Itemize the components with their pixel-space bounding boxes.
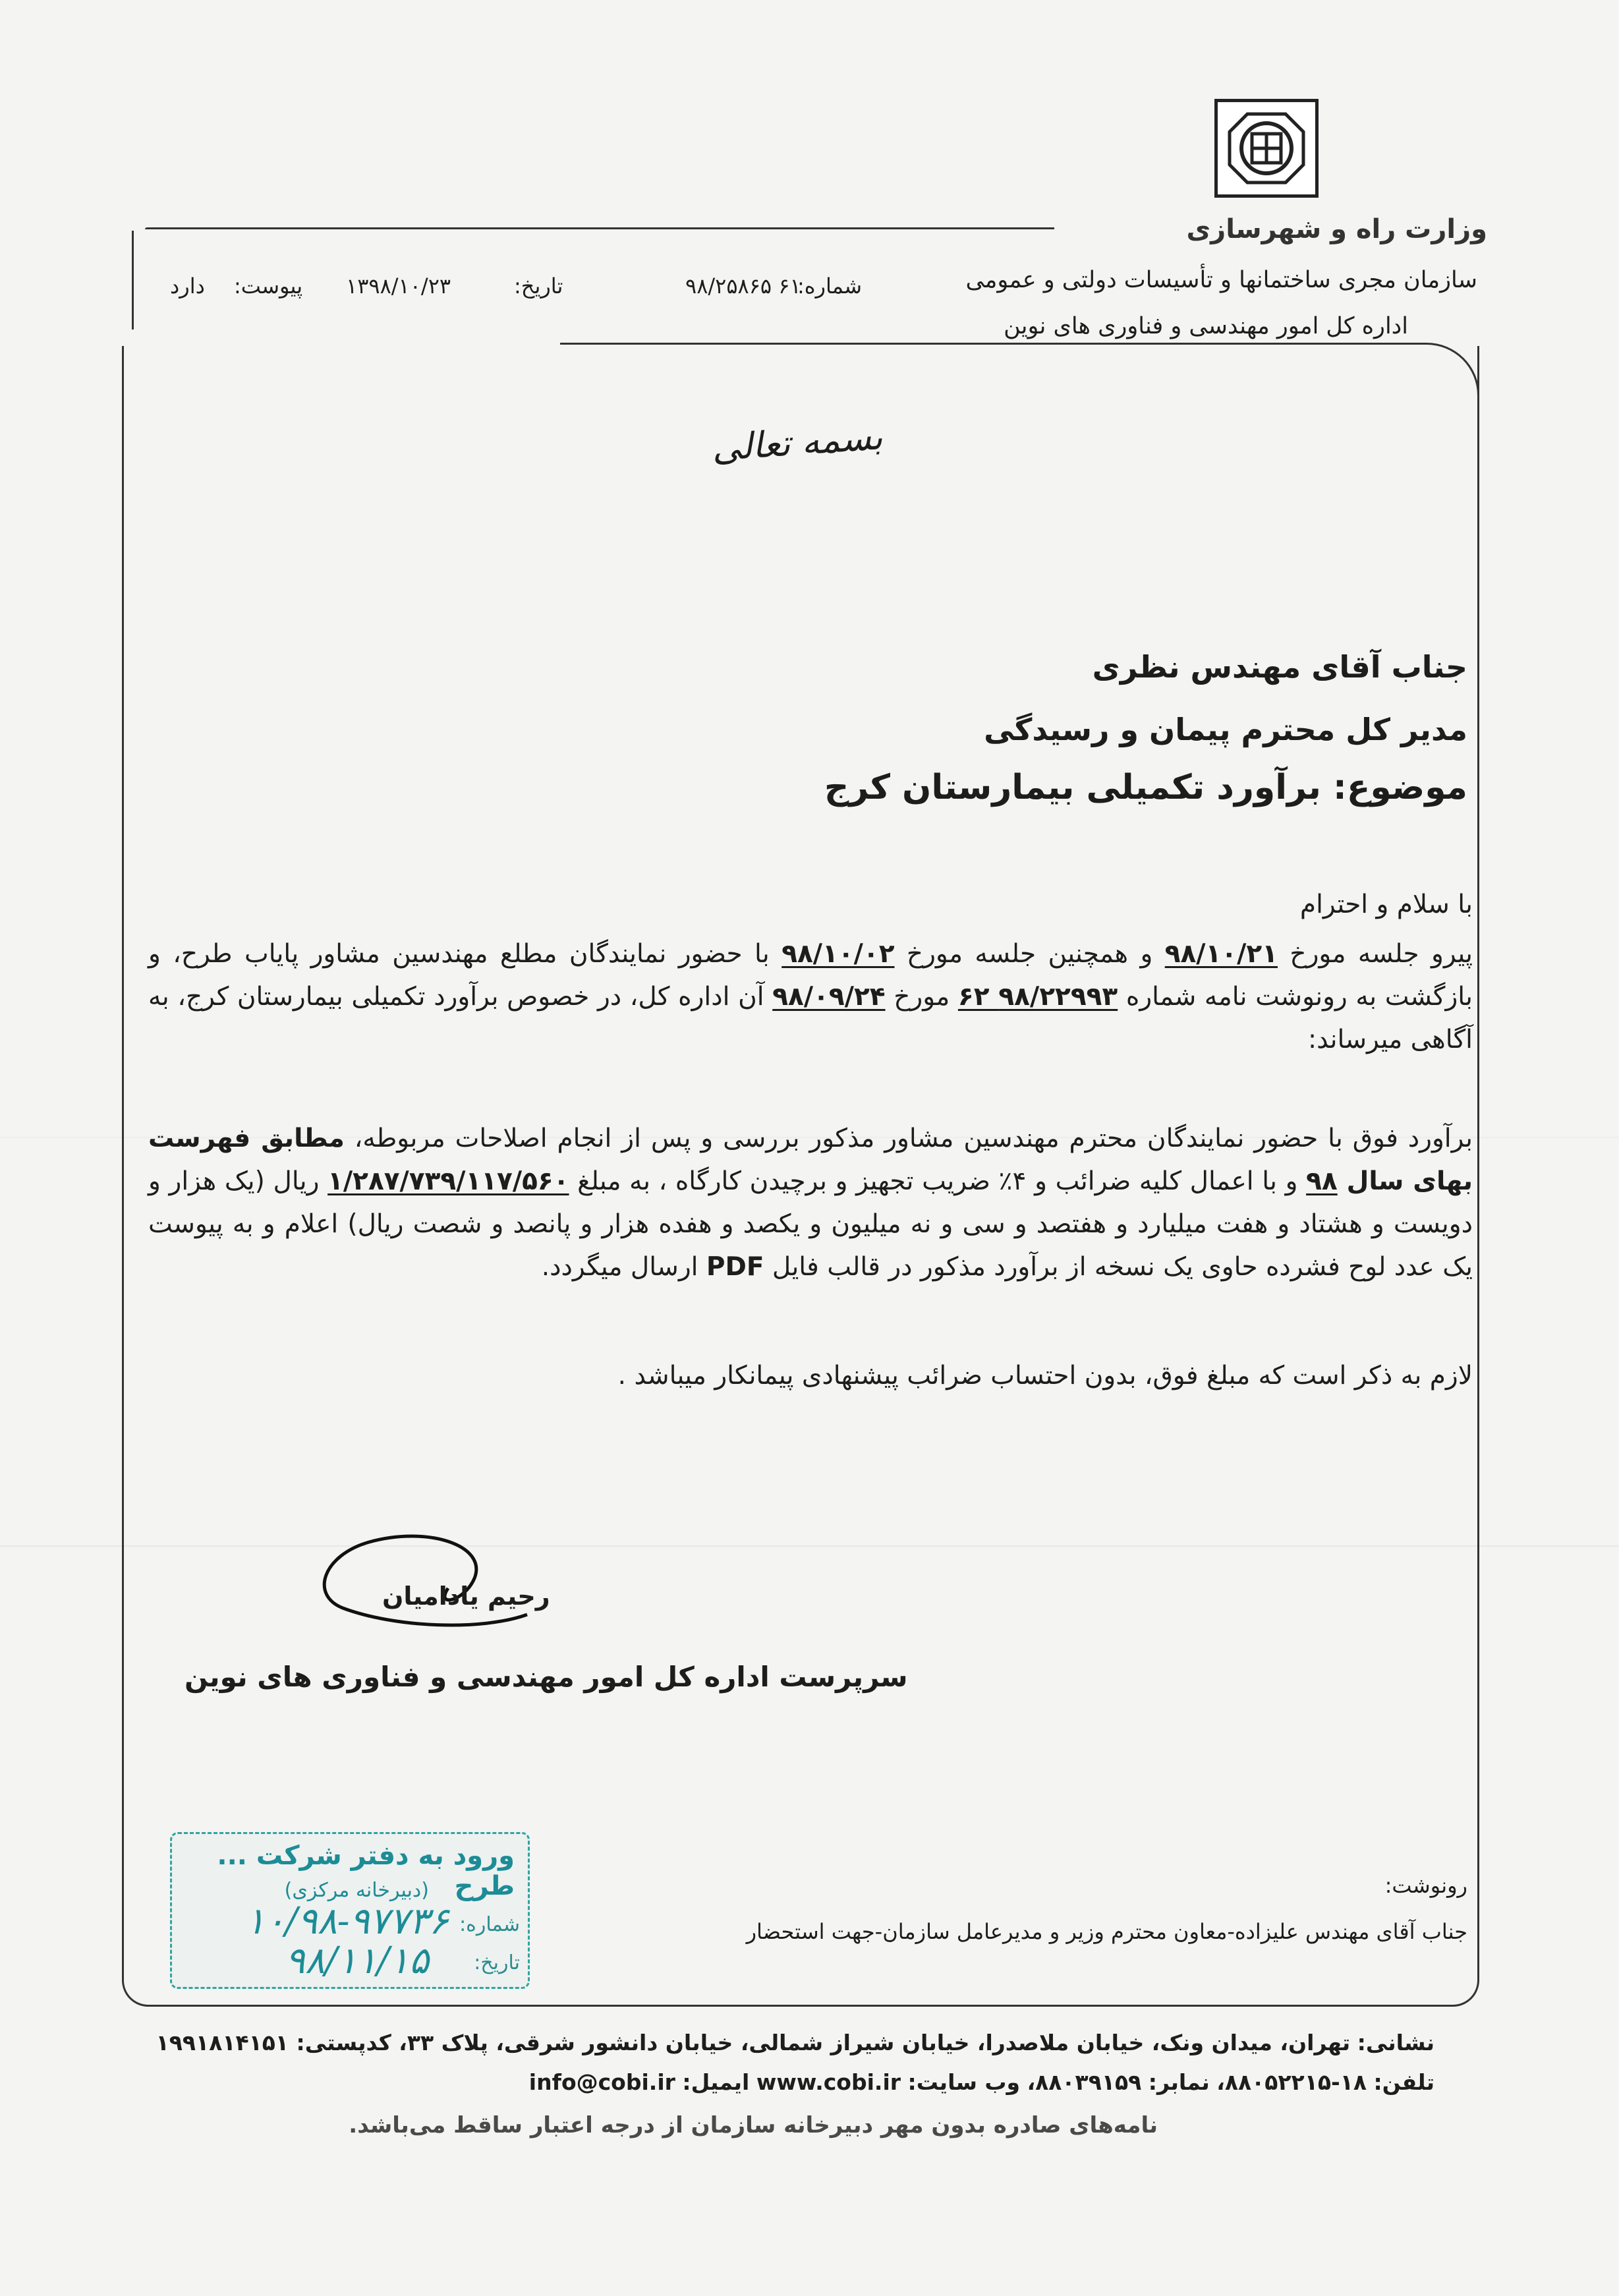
phone: ۱۸-۸۸۰۵۲۲۱۵، [1216,2069,1367,2095]
signatory-name: رحیم یادامیان [382,1582,550,1611]
address-label: نشانی: [1357,2030,1434,2055]
body-paragraph-2 [148,1117,1473,1288]
footer-contact [529,2069,1434,2095]
attachment-label: پیوست: [234,273,303,299]
header-rule-top [145,227,1054,229]
price-list-reference: مطابق فهرست بهای سال [148,1124,1473,1196]
stamp-subtitle: (دبیرخانه مرکزی) [284,1879,429,1902]
stamp-date-label: تاریخ: [474,1951,520,1974]
stamp-title: ورود به دفتر شرکت ... طرح [217,1841,515,1901]
footer-validity-note: نامه‌های صادره بدون مهر دبیرخانه سازمان از درجه اعتبار ساقط می‌باشد. [349,2112,1158,2138]
text: پیرو جلسه مورخ [1278,939,1473,969]
text: و همچنین جلسه مورخ [894,939,1165,969]
greeting: با سلام و احترام [1299,890,1473,919]
stamp-number-label: شماره: [459,1913,520,1936]
cc-recipient: جناب آقای مهندس علیزاده-معاون محترم وزیر و مدیرعامل سازمان-جهت استحضار [746,1919,1467,1944]
attachment-value: دارد [170,273,205,299]
text: ریال (یک هزار و دویست و هشتاد و هفت میلیارد و هفتصد و سی و نه میلیون و یکصد و هفده هزار و پانصد و شصت ریال) اعلام و به پیوست یک عدد لوح فشرده حاوی یک نسخه از برآورد مذکور در قالب فایل [148,1166,1473,1282]
recipient-name: جناب آقای مهندس نظری [1092,649,1467,685]
text: و با اعمال کلیه ضرائب و ۴٪ ضریب تجهیز و برچیدن کارگاه ، به مبلغ [569,1166,1307,1196]
footer-address [156,2030,1434,2055]
letter-date: ۱۳۹۸/۱۰/۲۳ [346,273,451,299]
address: تهران، میدان ونک، خیابان ملاصدرا، خیابان شیراز شمالی، خیابان دانشور شرقی، پلاک ۳۳، کدپستی: ۱۹۹۱۸۱۴۱۵۱ [156,2030,1351,2055]
email-label: ایمیل: [682,2069,750,2095]
ministry-name: وزارت راه و شهرسازی [1186,214,1487,244]
website-label: وب سایت: [907,2069,1021,2095]
text: با حضور نمایندگان مطلع مهندسین مشاور پایاب طرح، و بازگشت به رونوشت نامه شماره [148,939,1473,1012]
ministry-logo [1214,99,1319,198]
total-amount: ۱/۲۸۷/۷۳۹/۱۱۷/۵۶۰ [327,1166,569,1196]
email-link[interactable]: info@cobi.ir [528,2069,675,2095]
letter-date-label: تاریخ: [514,273,563,299]
cc-label: رونوشت: [1384,1873,1467,1898]
body-paragraph-3: لازم به ذکر است که مبلغ فوق، بدون احتساب ضرائب پیشنهادی پیمانکار میباشد . [617,1361,1473,1391]
subject-line: موضوع: برآورد تکمیلی بیمارستان کرج [824,768,1467,807]
text: ارسال میگردد. [541,1252,706,1282]
body-paragraph-1 [148,933,1473,1061]
phone-label: تلفن: [1373,2069,1434,2095]
meeting-date-1: ۹۸/۱۰/۲۱ [1164,939,1278,969]
recipient-title: مدیر کل محترم پیمان و رسیدگی [984,712,1467,747]
website-link[interactable]: www.cobi.ir [756,2069,901,2095]
price-list-year: ۹۸ [1306,1166,1338,1196]
organization-name: سازمان مجری ساختمانها و تأسیسات دولتی و عمومی [965,267,1477,293]
registry-stamp [170,1832,530,1989]
text: مورخ [885,982,958,1012]
reference-letter-number: ۹۸/۲۲۹۹۳ ۶۲ [957,982,1118,1012]
header-rule-bottom [560,343,1417,345]
department-name: اداره کل امور مهندسی و فناوری های نوین [1004,313,1408,339]
header-rule-left [132,231,134,330]
fax-label: نمابر: [1148,2069,1210,2095]
file-format: PDF [706,1252,764,1282]
stamp-date: ۹۸/۱۱/۱۵ [285,1939,429,1982]
text: آن اداره کل، در خصوص برآورد تکمیلی بیمارستان کرج، به آگاهی میرساند: [148,982,1473,1054]
letter-number-label: شماره: [797,273,863,299]
letter-number: ۶۱ ۹۸/۲۵۸۶۵ [685,273,801,299]
reference-letter-date: ۹۸/۰۹/۲۴ [772,982,886,1012]
fax: ۸۸۰۳۹۱۵۹، [1027,2069,1142,2095]
bismillah: بسمه تعالی [710,416,884,469]
meeting-date-2: ۹۸/۱۰/۰۲ [781,939,895,969]
text: برآورد فوق با حضور نمایندگان محترم مهندسین مشاور مذکور بررسی و پس از انجام اصلاحات مربوطه، [344,1124,1473,1153]
signatory-title: سرپرست اداره کل امور مهندسی و فناوری های نوین [185,1661,908,1693]
stamp-number: ۱۰/۹۸-۹۷۷۳۶ [245,1900,449,1943]
